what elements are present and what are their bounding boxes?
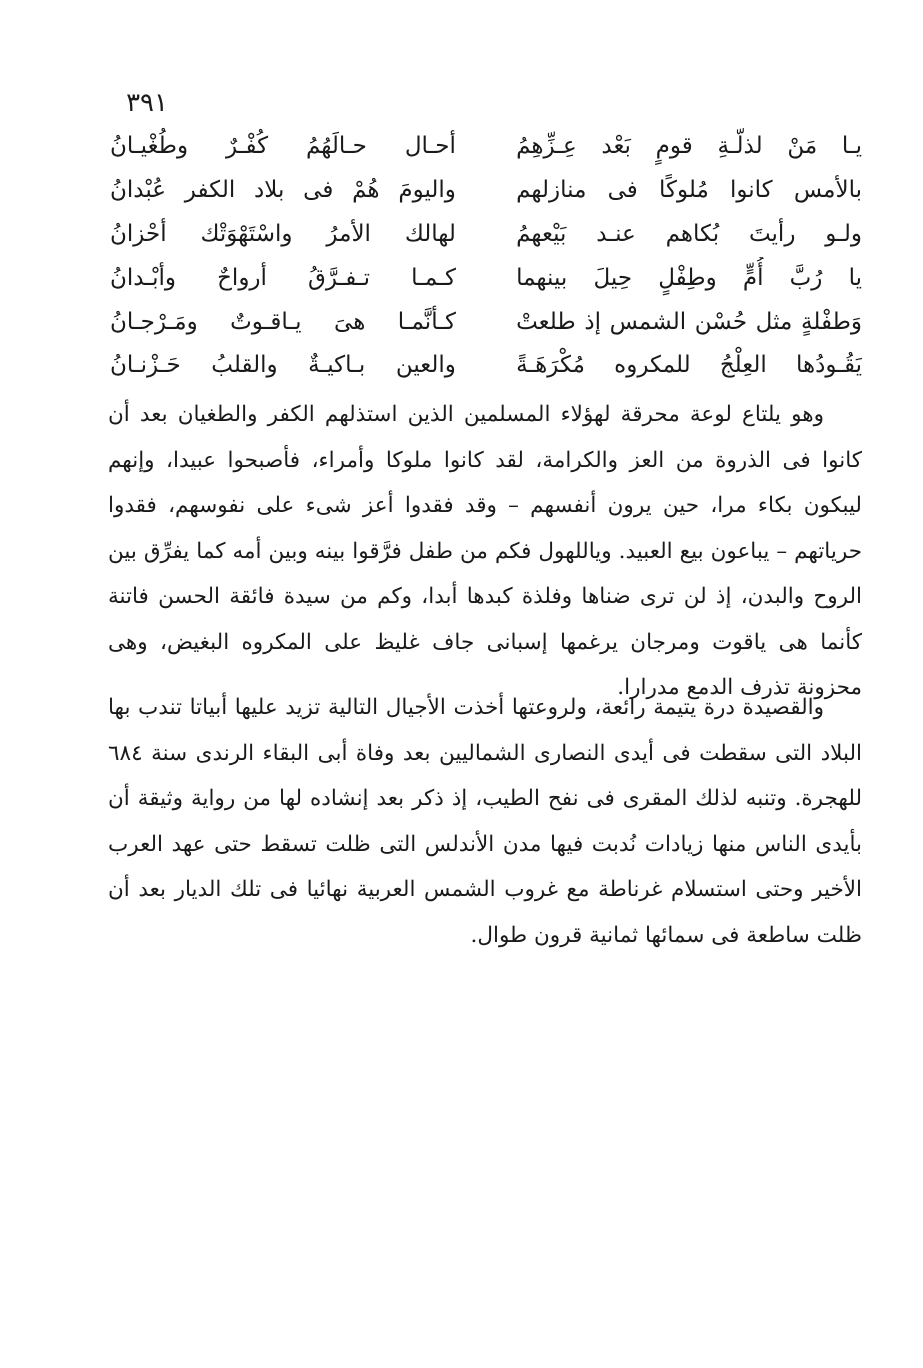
verse-first-hemistich: يـا مَنْ لذلّـةِ قومٍ بَعْد عِـزِّهِمُ: [516, 133, 862, 160]
poem-block: [110, 125, 862, 388]
verse-second-hemistich: لهالك الأمرُ واسْتَهْوَتْك أحْزانُ: [110, 220, 456, 247]
verse-row: [110, 125, 862, 169]
verse-second-hemistich: كـمـا تـفـرَّقُ أرواحٌ وأبْـدانُ: [110, 264, 456, 291]
verse-first-hemistich: يا رُبَّ أُمٍّ وطِفْلٍ حِيلَ بينهما: [516, 264, 862, 291]
verse-first-hemistich: بالأمس كانوا مُلوكًا فى منازلهم: [516, 177, 862, 204]
verse-second-hemistich: أحـال حـالَهُمُ كُفْـرٌ وطُغْيـانُ: [110, 133, 456, 160]
paragraph-text: والقصيدة درة يتيمة رائعة، ولروعتها أخذت الأجيال التالية تزيد عليها أبياتا تندب بها البلاد التى سقطت فى أيدى النصارى الشماليين بعد وفاة أبى البقاء الرندى سنة ٦٨٤ للهجرة. وتنبه لذلك المقرى فى نفح الطيب، إذ ذكر بعد إنشاده لها من رواية وثيقة أن بأيدى الناس منها زيادات نُدبت فيها مدن الأندلس التى ظلت تسقط حتى عهد العرب الأخير وحتى استسلام غرناطة مع غروب الشمس العربية نهائيا فى تلك الديار بعد أن ظلت ساطعة فى سمائها ثمانية قرون طوال.: [108, 695, 862, 948]
verse-row: [110, 169, 862, 213]
verse-second-hemistich: واليومَ هُمْ فى بلاد الكفر عُبْدانُ: [110, 177, 456, 204]
commentary-paragraph: [108, 392, 862, 711]
commentary-paragraph: [108, 685, 862, 958]
page-number: ٣٩١: [126, 88, 168, 118]
verse-row: [110, 300, 862, 344]
verse-first-hemistich: ولـو رأيتَ بُكاهم عنـد بَيْعهمُ: [516, 220, 862, 247]
verse-row: [110, 256, 862, 300]
verse-second-hemistich: والعين بـاكيـةٌ والقلبُ حَـزْنـانُ: [110, 352, 456, 379]
paragraph-text: وهو يلتاع لوعة محرقة لهؤلاء المسلمين الذين استذلهم الكفر والطغيان بعد أن كانوا فى الذروة من العز والكرامة، لقد كانوا ملوكا وأمراء، فأصبحوا عبيدا، وإنهم ليبكون بكاء مرا، حين يرون أنفسهم – وقد فقدوا أعز شىء على نفوسهم، فقدوا حرياتهم – يباعون بيع العبيد. وياللهول فكم من طفل فرَّقوا بينه وبين أمه كما يفرِّق بين الروح والبدن، إذ لن ترى ضناها وفلذة كبدها أبدا، وكم من سيدة فائقة الحسن فاتنة كأنما هى ياقوت ومرجان يرغمها إسبانى جاف غليظ على المكروه البغيض، وهى محزونة تذرف الدمع مدرارا.: [108, 402, 862, 700]
verse-row: [110, 344, 862, 388]
verse-row: [110, 213, 862, 257]
verse-second-hemistich: كـأنَّمـا هىَ يـاقـوتٌ ومَـرْجـانُ: [110, 308, 456, 335]
verse-first-hemistich: يَقُـودُها العِلْجُ للمكروه مُكْرَهَـةً: [516, 352, 862, 379]
verse-first-hemistich: وَطفْلةٍ مثل حُسْن الشمس إذ طلعتْ: [516, 308, 862, 335]
